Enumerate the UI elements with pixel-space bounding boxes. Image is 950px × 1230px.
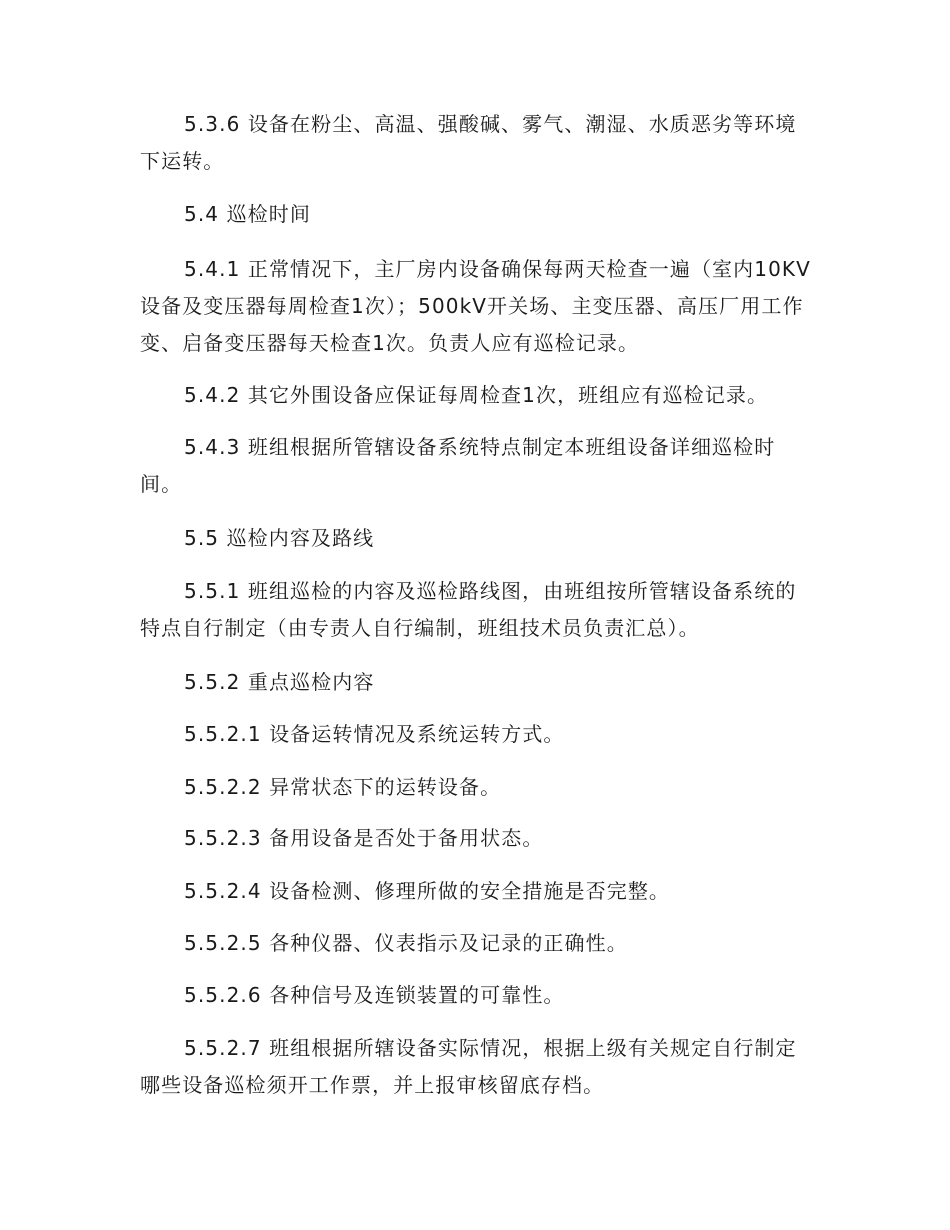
- item-5-5-2-1: 5.5.2.1 设备运转情况及系统运转方式。: [184, 722, 565, 746]
- paragraph-5-4-1: 5.4.1 正常情况下，主厂房内设备确保每两天检查一遍（室内10KV设备及变压器每周检查1次）；500kV开关场、主变压器、高压厂用工作变、启备变压器每天检查1次。负责人应有巡检记录。: [140, 257, 811, 355]
- item-5-5-2-3: 5.5.2.3 备用设备是否处于备用状态。: [184, 826, 544, 850]
- section-heading-5-5: 5.5 巡检内容及路线: [184, 526, 375, 550]
- section-heading-5-4: 5.4 巡检时间: [184, 202, 311, 226]
- item-5-5-2-2: 5.5.2.2 异常状态下的运转设备。: [184, 775, 502, 799]
- item-5-5-2-5: 5.5.2.5 各种仪器、仪表指示及记录的正确性。: [184, 931, 628, 955]
- item-5-5-2-6: 5.5.2.6 各种信号及连锁装置的可靠性。: [184, 983, 565, 1007]
- paragraph-5-3-6: 5.3.6 设备在粉尘、高温、强酸碱、雾气、潮湿、水质恶劣等环境下运转。: [140, 112, 797, 173]
- paragraph-5-5-1: 5.5.1 班组巡检的内容及巡检路线图，由班组按所管辖设备系统的特点自行制定（由专责人自行编制，班组技术员负责汇总）。: [140, 579, 797, 640]
- item-5-5-2-7: 5.5.2.7 班组根据所辖设备实际情况，根据上级有关规定自行制定哪些设备巡检须开工作票，并上报审核留底存档。: [140, 1036, 797, 1097]
- subsection-heading-5-5-2: 5.5.2 重点巡检内容: [184, 670, 375, 694]
- paragraph-5-4-3: 5.4.3 班组根据所管辖设备系统特点制定本班组设备详细巡检时间。: [140, 435, 776, 496]
- paragraph-5-4-2: 5.4.2 其它外围设备应保证每周检查1次，班组应有巡检记录。: [184, 383, 769, 407]
- item-5-5-2-4: 5.5.2.4 设备检测、修理所做的安全措施是否完整。: [184, 879, 671, 903]
